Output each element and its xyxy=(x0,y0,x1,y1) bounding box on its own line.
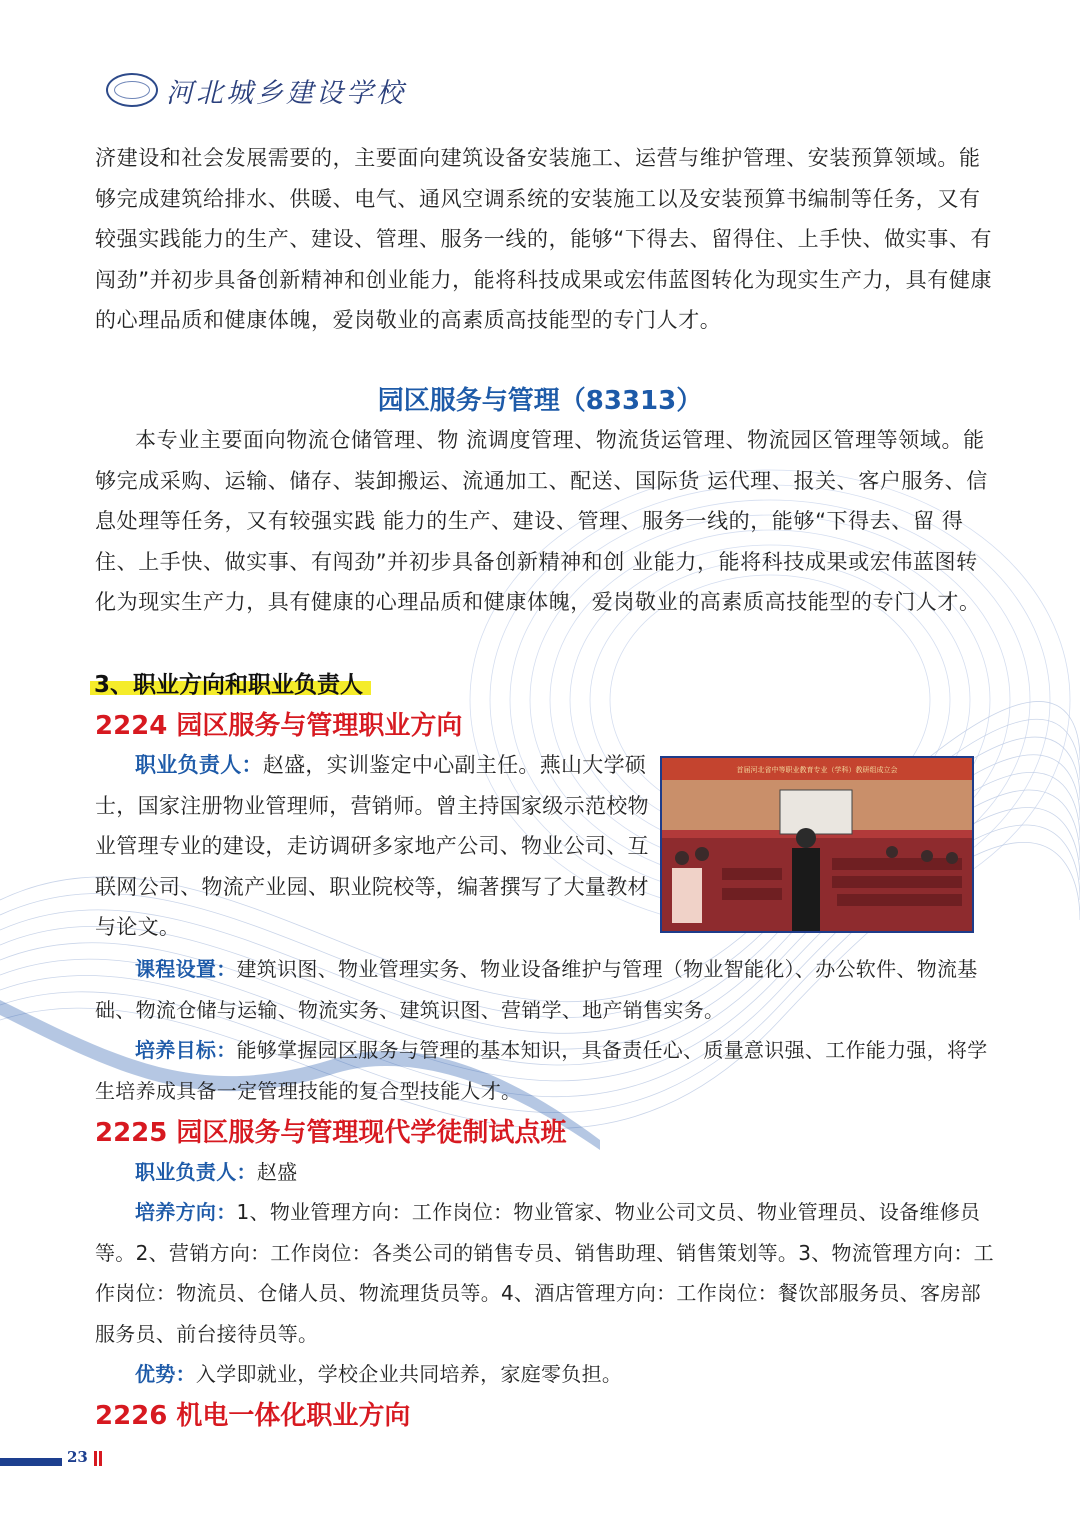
program-description-text: 本专业主要面向物流仓储管理、物 流调度管理、物流货运管理、物流园区管理等领域。能够完成采购、运输、储存、装卸搬运、流通加工、配送、国际货 运代理、报关、客户服务、信息处理等任务，又有较强实践 能力的生产、建设、管理、服务一线的，能够“下得去、留 得住、上手快、做实事、有闯劲”并初步具备创新精神和创 业能力，能将科技成果或宏伟蓝图转化为现实生产力，具有健康的心理品质和健康体魄，爱岗敬业的高素质高技能型的专门人才。 xyxy=(95,428,988,615)
goal-label: 培养目标： xyxy=(135,1038,237,1062)
photo-banner-text: 首届河北省中等职业教育专业（学科）教研组成立会 xyxy=(736,766,898,774)
school-name: 河北城乡建设学校 xyxy=(166,77,406,109)
program-description xyxy=(95,420,995,623)
footer-mark xyxy=(94,1451,97,1466)
leader-label: 职业负责人： xyxy=(135,753,263,777)
advantage-text: 入学即就业，学校企业共同培养，家庭零负担。 xyxy=(195,1362,623,1386)
direction-2224-leader xyxy=(95,745,650,948)
course-settings xyxy=(95,949,995,1030)
training-direction xyxy=(95,1192,995,1354)
section-3-heading: 3、职业方向和职业负责人 xyxy=(90,666,371,699)
footer-mark xyxy=(99,1451,102,1466)
school-logo-icon xyxy=(106,73,158,107)
advantage xyxy=(95,1354,995,1395)
direction-label: 培养方向： xyxy=(135,1200,237,1224)
class-2225-leader xyxy=(95,1152,995,1193)
header xyxy=(106,68,406,112)
program-title: 园区服务与管理（83313） xyxy=(377,386,703,416)
meeting-photo xyxy=(660,756,974,933)
goal-text: 能够掌握园区服务与管理的基本知识，具备责任心、质量意识强、工作能力强，将学生培养成具备一定管理技能的复合型技能人才。 xyxy=(95,1038,988,1103)
course-text: 建筑识图、物业管理实务、物业设备维护与管理（物业智能化）、办公软件、物流基础、物流仓储与运输、物流实务、建筑识图、营销学、地产销售实务。 xyxy=(95,957,978,1022)
direction-text: 1、物业管理方向：工作岗位：物业管家、物业公司文员、物业管理员、设备维修员等。2、营销方向：工作岗位：各类公司的销售专员、销售助理、销售策划等。3、物流管理方向：工作岗位：物流员、仓储人员、物流理货员等。4、酒店管理方向：工作岗位：餐饮部服务员、客房部服务员、前台接待员等。 xyxy=(95,1200,994,1346)
training-goal xyxy=(95,1030,995,1111)
direction-2226-heading: 2226 机电一体化职业方向 xyxy=(95,1401,411,1431)
class-2225-heading: 2225 园区服务与管理现代学徒制试点班 xyxy=(95,1118,567,1148)
leader-text: 赵盛 xyxy=(256,1160,298,1184)
leader-label: 职业负责人： xyxy=(135,1160,257,1184)
course-label: 课程设置： xyxy=(135,957,237,981)
meeting-photo-image xyxy=(662,758,972,931)
page-number: 23 xyxy=(67,1448,88,1466)
direction-2224-heading: 2224 园区服务与管理职业方向 xyxy=(95,711,463,741)
footer-bar xyxy=(0,1458,62,1466)
intro-paragraph: 济建设和社会发展需要的，主要面向建筑设备安装施工、运营与维护管理、安装预算领域。能够完成建筑给排水、供暖、电气、通风空调系统的安装施工以及安装预算书编制等任务，又有较强实践能力的生产、建设、管理、服务一线的，能够“下得去、留得住、上手快、做实事、有闯劲”并初步具备创新精神和创业能力，能将科技成果或宏伟蓝图转化为现实生产力，具有健康的心理品质和健康体魄，爱岗敬业的高素质高技能型的专门人才。 xyxy=(95,146,993,333)
leader-text: 赵盛，实训鉴定中心副主任。燕山大学硕士，国家注册物业管理师，营销师。曾主持国家级示范校物业管理专业的建设，走访调研多家地产公司、物业公司、互联网公司、物流产业园、职业院校等，编著撰写了大量教材与论文。 xyxy=(95,753,649,940)
advantage-label: 优势： xyxy=(135,1362,196,1386)
